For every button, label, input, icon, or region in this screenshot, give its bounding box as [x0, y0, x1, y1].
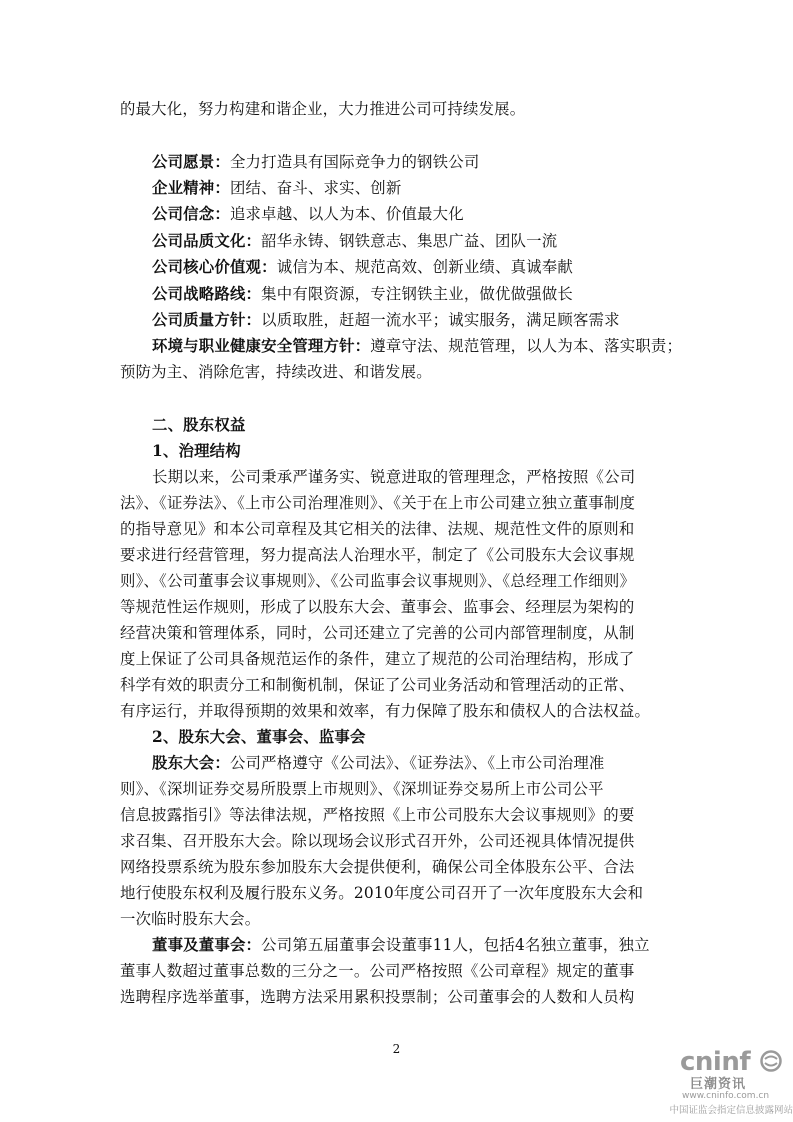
spirit-label: 企业精神：	[152, 179, 230, 197]
strategy-text: 集中有限资源，专注钢铁主业，做优做强做长	[261, 285, 573, 303]
logo-brand: cninf	[680, 1047, 751, 1077]
subheading-governance: 1、治理结构	[152, 442, 241, 460]
ehs-policy-line	[152, 333, 712, 359]
shareholders-meeting-line	[152, 750, 712, 776]
ehs-policy-cont: 预防为主、消除危害，持续改进、和谐发展。	[120, 363, 432, 381]
belief-label: 公司信念：	[152, 205, 230, 223]
quality-culture-label: 公司品质文化：	[152, 232, 262, 250]
paragraph-line: 一次临时股东大会。	[120, 910, 261, 928]
paragraph-line: 地行使股东权利及履行股东义务。2010年度公司召开了一次年度股东大会和	[120, 884, 644, 902]
quality-policy-text: 以质取胜，赶超一流水平；诚实服务，满足顾客需求	[261, 311, 620, 329]
swirl-icon	[760, 1050, 782, 1072]
paragraph-line: 法》、《证券法》、《上市公司治理准则》、《关于在上市公司建立独立董事制度	[120, 494, 636, 512]
logo-description: 中国证监会指定信息披露网站	[669, 1105, 793, 1116]
paragraph-line: 则》、《公司董事会议事规则》、《公司监事会议事规则》、《总经理工作细则》	[120, 572, 636, 590]
board-line	[152, 932, 712, 958]
paragraph-line: 则》、《深圳证券交易所股票上市规则》、《深圳证券交易所上市公司公平	[120, 780, 604, 798]
paragraph-line: 要求进行经营管理，努力提高法人治理水平，制定了《公司股东大会议事规	[120, 546, 635, 564]
quality-policy-label: 公司质量方针：	[152, 311, 262, 329]
core-values-line	[152, 254, 712, 280]
paragraph-line: 度上保证了公司具备规范运作的条件，建立了规范的公司治理结构，形成了	[120, 650, 635, 668]
page-number: 2	[392, 1042, 401, 1056]
paragraph-text: 公司严格遵守《公司法》、《证券法》、《上市公司治理准	[229, 754, 605, 772]
paragraph-line: 信息披露指引》等法律法规，严格按照《上市公司股东大会议事规则》的要	[120, 806, 635, 824]
vision-line	[152, 149, 712, 175]
spirit-line	[152, 175, 712, 201]
strategy-label: 公司战略路线：	[152, 285, 262, 303]
subheading-meetings: 2、股东大会、董事会、监事会	[152, 728, 366, 746]
paragraph-line: 科学有效的职责分工和制衡机制，保证了公司业务活动和管理活动的正常、	[120, 676, 635, 694]
core-values-text: 诚信为本、规范高效、创新业绩、真诚奉献	[276, 258, 573, 276]
core-values-label: 公司核心价值观：	[152, 258, 277, 276]
paragraph-line: 经营决策和管理体系，同时，公司还建立了完善的公司内部管理制度，从制	[120, 624, 635, 642]
paragraph-line: 网络投票系统为股东参加股东大会提供便利，确保公司全体股东公平、合法	[120, 858, 635, 876]
quality-culture-text: 韶华永铸、钢铁意志、集思广益、团队一流	[261, 232, 558, 250]
paragraph-text: 公司第五届董事会设董事11人，包括4名独立董事，独立	[261, 936, 650, 954]
paragraph-line: 董事人数超过董事总数的三分之一。公司严格按照《公司章程》规定的董事	[120, 962, 635, 980]
intro-line: 的最大化，努力构建和谐企业，大力推进公司可持续发展。	[120, 100, 526, 118]
section-heading: 二、股东权益	[152, 416, 246, 434]
paragraph-line: 的指导意见》和本公司章程及其它相关的法律、法规、规范性文件的原则和	[120, 520, 635, 538]
quality-policy-line	[152, 307, 712, 333]
paragraph-line: 求召集、召开股东大会。除以现场会议形式召开外，公司还视具体情况提供	[120, 832, 635, 850]
belief-line	[152, 201, 712, 227]
spirit-text: 团结、奋斗、求实、创新	[229, 179, 402, 197]
belief-text: 追求卓越、以人为本、价值最大化	[229, 205, 464, 223]
strategy-line	[152, 281, 712, 307]
ehs-policy-label: 环境与职业健康安全管理方针：	[152, 337, 371, 355]
quality-culture-line	[152, 228, 712, 254]
board-label: 董事及董事会：	[152, 936, 262, 954]
logo-url: www.cninfo.com.cn	[682, 1091, 770, 1101]
paragraph-line: 长期以来，公司秉承严谨务实、锐意进取的管理理念，严格按照《公司	[152, 468, 636, 486]
paragraph-line: 等规范性运作规则，形成了以股东大会、董事会、监事会、经理层为架构的	[120, 598, 635, 616]
paragraph-line: 有序运行，并取得预期的效果和效率，有力保障了股东和债权人的合法权益。	[120, 702, 651, 720]
shareholders-meeting-label: 股东大会：	[152, 754, 230, 772]
vision-text: 全力打造具有国际竞争力的钢铁公司	[229, 153, 480, 171]
paragraph-line: 选聘程序选举董事，选聘方法采用累积投票制；公司董事会的人数和人员构	[120, 988, 635, 1006]
logo-cn-name: 巨潮资讯	[690, 1077, 747, 1092]
ehs-policy-text: 遵章守法、规范管理，以人为本、落实职责；	[370, 337, 683, 355]
vision-label: 公司愿景：	[152, 153, 230, 171]
